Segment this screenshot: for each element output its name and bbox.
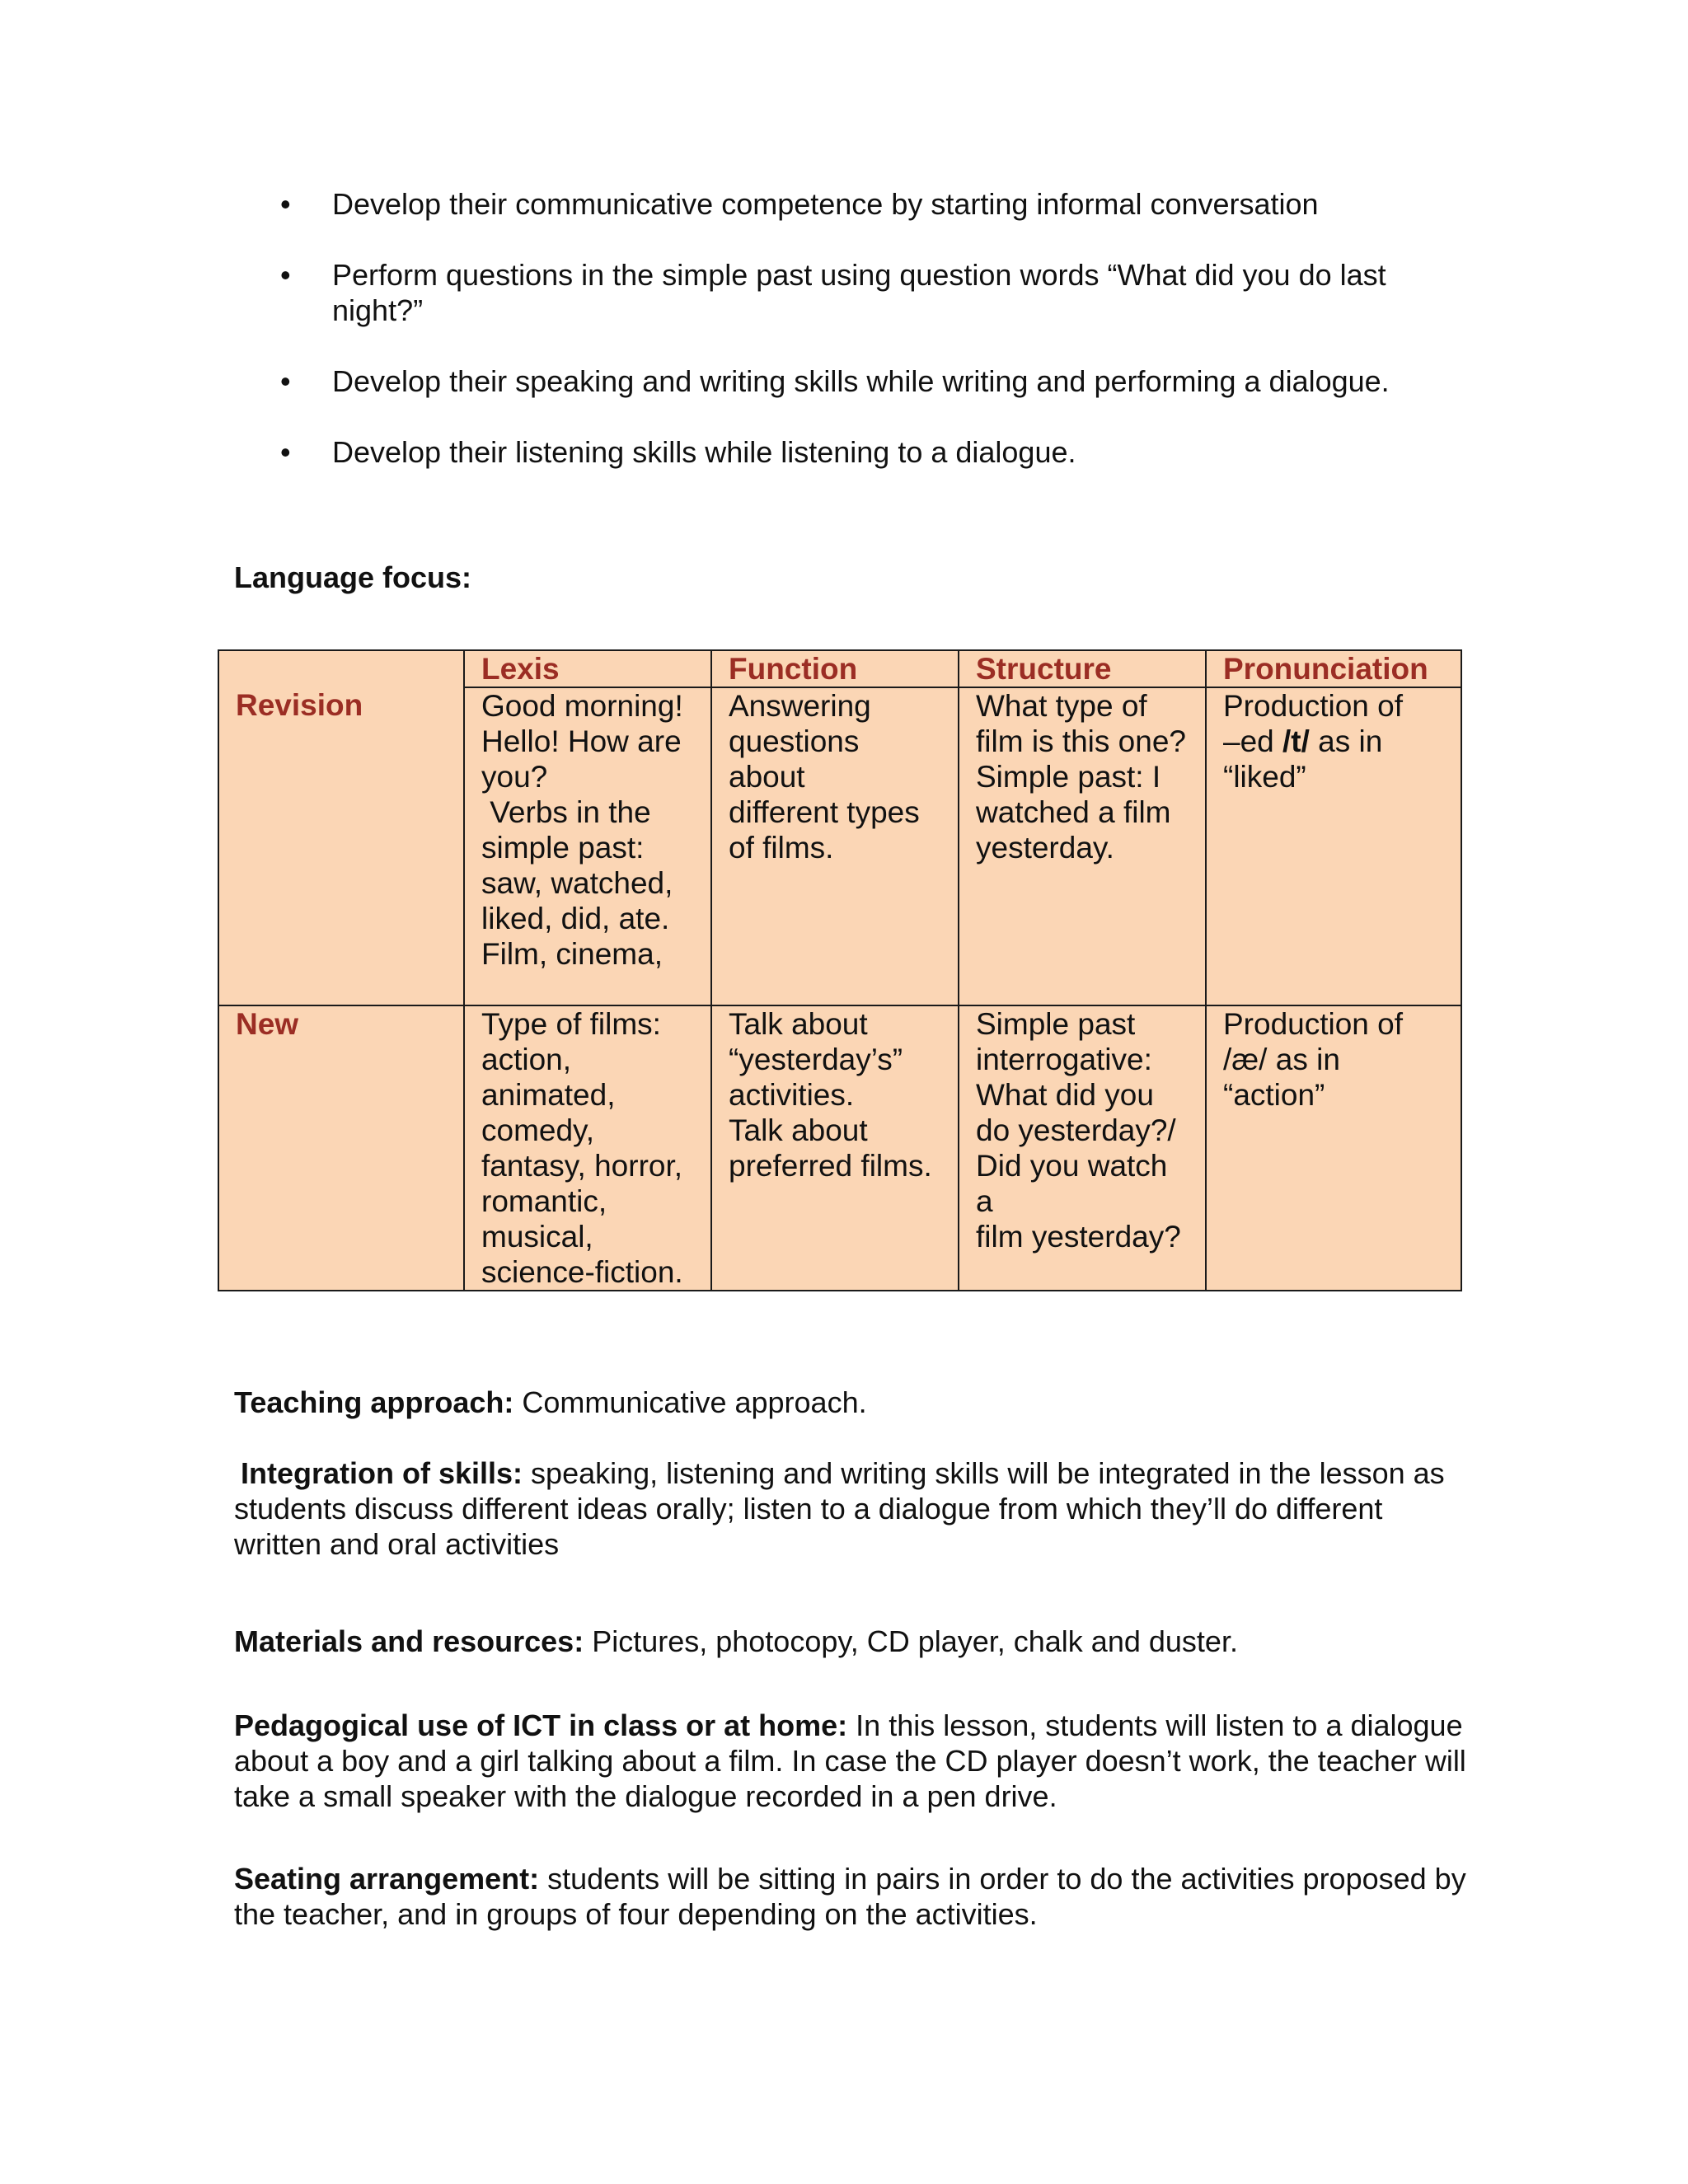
cell-line: fantasy, horror, [481,1149,683,1183]
column-header-structure: Structure [959,650,1206,687]
cell-line: Answering [729,689,871,723]
cell-line: animated, [481,1078,616,1112]
objective-item [280,257,1451,328]
cell-line: “action” [1223,1078,1325,1112]
table-corner-cell [218,650,464,687]
objective-text: Develop their listening skills while listening to a dialogue. [332,435,1076,469]
seating-label: Seating arrangement: [234,1862,540,1896]
language-focus-table [218,649,1462,1291]
cell-line: Verbs in the [481,795,651,829]
objective-item [280,434,1451,470]
cell-line: Simple past [976,1007,1136,1041]
bullet-icon: • [280,258,291,292]
cell-line: saw, watched, [481,866,673,900]
integration-text: speaking, listening and writing skills will be integrated in the lesson as students discuss different ideas orally; listen to a dialogue from which they’ll do different written and oral activities [234,1456,1445,1561]
cell-line: do yesterday?/ [976,1113,1176,1147]
cell-line: film yesterday? [976,1220,1181,1254]
cell-revision-lexis [464,687,711,1005]
cell-new-structure [959,1005,1206,1291]
cell-line: of films. [729,831,834,865]
integration-of-skills [234,1455,1470,1562]
ict-text: In this lesson, students will listen to a dialogue about a boy and a girl talking about a film. In case the CD player doesn’t work, the teacher will take a small speaker with the dialogue recorded in a pen drive. [234,1708,1466,1813]
seating-arrangement [234,1861,1470,1932]
pronunciation-text: –ed [1223,724,1283,758]
column-header-pronunciation: Pronunciation [1206,650,1461,687]
row-label-new: New [218,1005,464,1291]
cell-line: “yesterday’s” [729,1043,903,1076]
cell-line: questions about [729,724,860,794]
cell-line: action, [481,1043,572,1076]
cell-line: /æ/ as in [1223,1043,1340,1076]
column-header-function: Function [711,650,959,687]
cell-line [1223,724,1444,759]
objective-text: Develop their speaking and writing skills while writing and performing a dialogue. [332,364,1390,398]
cell-line: science-fiction. [481,1255,683,1289]
cell-line: liked, did, ate. [481,902,670,935]
cell-line: What did you [976,1078,1154,1112]
cell-line: Hello! How are [481,724,682,758]
materials-label: Materials and resources: [234,1624,584,1658]
cell-line: activities. [729,1078,855,1112]
objective-text: Develop their communicative competence by starting informal conversation [332,187,1319,221]
bullet-icon: • [280,435,291,469]
cell-line: preferred films. [729,1149,932,1183]
cell-line: Production of [1223,1007,1404,1041]
teaching-approach-label: Teaching approach: [234,1385,514,1419]
cell-line: watched a film [976,795,1171,829]
cell-line: What type of [976,689,1147,723]
integration-label: Integration of skills: [241,1456,523,1490]
cell-line: musical, [481,1220,593,1254]
cell-line: Did you watch a [976,1149,1168,1218]
cell-line: Simple past: I [976,760,1161,794]
cell-line: Talk about [729,1113,868,1147]
cell-new-function [711,1005,959,1291]
cell-line: comedy, [481,1113,595,1147]
objective-text: Perform questions in the simple past using question words “What did you do last night?” [332,258,1386,327]
table-row-revision [218,687,1461,1005]
cell-line: Film, cinema, [481,937,663,971]
cell-line: Type of films: [481,1007,661,1041]
seating-text: students will be sitting in pairs in order to do the activities proposed by the teacher, and in groups of four depending on the activities. [234,1862,1466,1931]
cell-line: “liked” [1223,760,1306,794]
cell-revision-structure [959,687,1206,1005]
cell-revision-function [711,687,959,1005]
row-label-revision: Revision [218,687,464,1005]
pronunciation-symbol: /t/ [1282,724,1310,758]
objective-item [280,363,1451,399]
bullet-icon: • [280,364,291,398]
ict-label: Pedagogical use of ICT in class or at home: [234,1708,848,1742]
pronunciation-text: as in [1309,724,1383,758]
cell-line: interrogative: [976,1043,1152,1076]
cell-line: yesterday. [976,831,1114,865]
objectives-list [280,186,1451,505]
cell-new-lexis [464,1005,711,1291]
teaching-approach-text: Communicative approach. [513,1385,867,1419]
cell-line: different types [729,795,920,829]
column-header-lexis: Lexis [464,650,711,687]
cell-new-pronunciation [1206,1005,1461,1291]
table-header-row [218,650,1461,687]
cell-revision-pronunciation [1206,687,1461,1005]
cell-line: Talk about [729,1007,868,1041]
table-row-new [218,1005,1461,1291]
cell-line: romantic, [481,1184,607,1218]
language-focus-heading: Language focus: [234,560,472,594]
cell-line: you? [481,760,548,794]
cell-line: simple past: [481,831,645,865]
objective-item [280,186,1451,222]
teaching-approach [234,1385,1470,1420]
bullet-icon: • [280,187,291,221]
materials-and-resources [234,1624,1470,1659]
cell-line: Good morning! [481,689,683,723]
cell-line: Production of [1223,689,1404,723]
cell-line: film is this one? [976,724,1186,758]
materials-text: Pictures, photocopy, CD player, chalk and duster. [584,1624,1238,1658]
pedagogical-ict [234,1708,1470,1814]
